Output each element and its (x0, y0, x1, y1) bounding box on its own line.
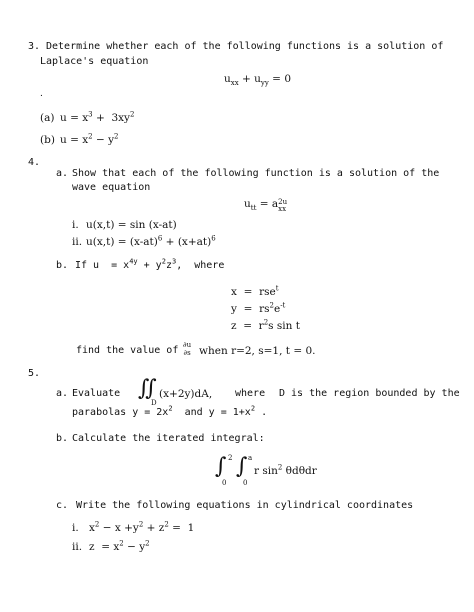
q4-partial-derivative: ∂u ∂s (183, 341, 192, 357)
q3-text-line2: Laplace's equation (40, 56, 149, 67)
q3-dot: . (40, 89, 43, 99)
q3-a-expression: $u = x^3 + 3xy^2$ (60, 110, 135, 124)
q5-b-label: b. (56, 433, 69, 444)
q5-a-region: D is the region bounded by the (279, 388, 460, 399)
q5-c-text: Write the following equations in cylindrical coordinates (76, 500, 414, 511)
q5-a-evaluate: Evaluate (72, 388, 121, 399)
q5-cii-expression: $z = x^2 - y^2$ (89, 539, 150, 553)
q5-cii-label: ii. (72, 541, 83, 553)
q5-a-line2: parabolas $y = 2x^2$ and $y = 1+x^2$ . (72, 404, 268, 418)
q4-wave-equation: $u_{tt} = a2u$ xx (244, 198, 288, 213)
q5-b-integrand: r $\sin^2 \theta d\theta dr$ (254, 463, 317, 477)
outer-upper-limit: 2 (228, 454, 233, 462)
q4-a-label: a. (56, 168, 69, 179)
q4-i-expression: u(x,t) = sin (x-at) (86, 219, 177, 231)
q4-ii-expression: $u(x,t) = (x-at)^6 + (x+at)^6$ (86, 234, 216, 248)
q5-a-label: a. (56, 388, 69, 399)
inner-integral-symbol: ∫ (236, 454, 248, 479)
q4-find-text: find the value of (76, 345, 179, 356)
q4-a-text-line2: wave equation (72, 182, 151, 193)
inner-lower-limit: 0 (243, 479, 248, 487)
double-integral-symbol: ∬ (138, 376, 157, 401)
outer-lower-limit: 0 (222, 479, 227, 487)
q4-x-equation: x = rse$^t$ (231, 284, 279, 298)
q4-i-label: i. (72, 219, 79, 231)
q3-laplace-equation: $u_{xx} + u_{yy} = 0$ (224, 73, 291, 88)
q5-c-label: c. (56, 500, 69, 511)
q4-y-equation: $y = rs^2e^{-t}$ (231, 301, 286, 315)
q4-z-equation: $z = r^2s$ sin t (231, 318, 300, 332)
q4-b-text: If $u = x^{4y} + y^2z^3$, where (75, 257, 225, 271)
q4-number: 4. (28, 157, 41, 168)
q3-text-line1: Determine whether each of the following functions is a solution of (46, 41, 444, 52)
q4-a-text-line1: Show that each of the following function is a solution of the (72, 168, 440, 179)
q3-b-label: (b) (40, 134, 55, 146)
q5-ci-expression: $x^2 - x +y^2 + z^2 = 1$ (89, 520, 195, 534)
q5-number: 5. (28, 368, 41, 379)
q3-b-expression: $u = x^2 - y^2$ (60, 132, 119, 146)
q5-a-integrand: (x+2y)dA, (159, 388, 213, 400)
inner-upper-limit: a (248, 454, 253, 462)
q4-find-tail: when r=2, s=1, t = 0. (199, 345, 316, 357)
q4-ii-label: ii. (72, 236, 83, 248)
region-d-subscript: D (151, 399, 157, 407)
outer-integral-symbol: ∫ (215, 454, 227, 479)
q5-a-where: where (235, 388, 266, 399)
q3-number: 3. (28, 41, 41, 52)
q5-ci-label: i. (72, 522, 79, 534)
q4-b-label: b. (56, 260, 69, 271)
q5-b-text: Calculate the iterated integral: (72, 433, 265, 444)
q3-a-label: (a) (40, 112, 55, 124)
